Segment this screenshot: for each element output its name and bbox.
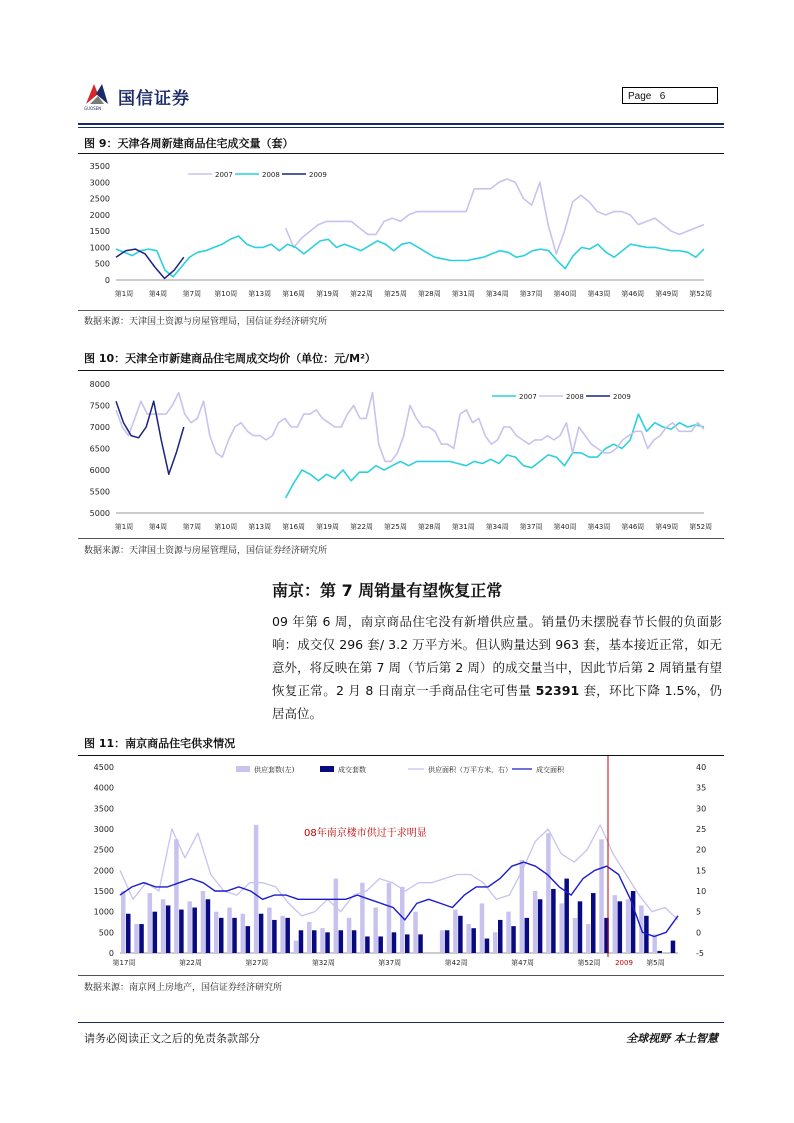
x-tick-label: 第1周 bbox=[114, 523, 134, 531]
para-text-2: 套，环比下降 1.5%，仍居高位。 bbox=[272, 683, 722, 721]
bar-supply-units bbox=[373, 908, 378, 953]
y-left-tick-label: 3000 bbox=[93, 825, 114, 834]
legend-swatch-transaction-units bbox=[320, 766, 334, 772]
oversupply-annotation: 08年南京楼市供过于求明显 bbox=[304, 828, 427, 839]
figure-11-bottom-rule bbox=[78, 975, 724, 976]
bar-supply-units bbox=[121, 891, 126, 953]
brand-name-en: GUOSEN bbox=[84, 106, 102, 111]
y-tick-label: 2500 bbox=[89, 194, 110, 204]
x-tick-label: 第16周 bbox=[282, 523, 306, 531]
y-tick-label: 8000 bbox=[89, 380, 110, 389]
bar-transaction-units bbox=[671, 941, 676, 953]
y-left-tick-label: 2500 bbox=[93, 845, 114, 855]
x-tick-label: 第28周 bbox=[417, 290, 441, 298]
legend-label-2008: 2008 bbox=[566, 393, 584, 401]
legend-label-transaction-area: 成交面积 bbox=[536, 766, 564, 774]
legend-label-2009: 2009 bbox=[309, 171, 327, 179]
bar-supply-units bbox=[201, 891, 206, 953]
bar-transaction-units bbox=[458, 916, 463, 953]
page-label: Page bbox=[628, 91, 652, 102]
x-tick-label: 第32周 bbox=[311, 959, 335, 967]
x-tick-label: 第37周 bbox=[519, 290, 543, 298]
bar-transaction-units bbox=[299, 930, 304, 953]
y-right-tick-label: 35 bbox=[696, 783, 707, 793]
bar-supply-units bbox=[493, 932, 498, 953]
x-tick-label: 第34周 bbox=[485, 290, 509, 298]
page-number: 6 bbox=[659, 91, 666, 102]
y-tick-label: 1500 bbox=[89, 227, 110, 237]
bar-transaction-units bbox=[339, 930, 344, 953]
bar-supply-units bbox=[307, 922, 312, 953]
x-tick-label: 第19周 bbox=[316, 290, 339, 298]
x-tick-label: 第22周 bbox=[350, 523, 373, 531]
x-tick-label: 第47周 bbox=[511, 959, 535, 967]
x-tick-label: 第22周 bbox=[350, 290, 373, 298]
x-tick-label: 第13周 bbox=[248, 523, 272, 531]
x-tick-label: 第19周 bbox=[316, 523, 339, 531]
bar-transaction-units bbox=[485, 939, 490, 953]
y-tick-label: 500 bbox=[94, 259, 110, 269]
series-2008-line bbox=[116, 393, 704, 462]
section-paragraph bbox=[272, 610, 722, 725]
bar-transaction-units bbox=[246, 926, 251, 953]
legend-label-supply-area: 供应面积（万平方米，右） bbox=[428, 766, 512, 774]
footer-slogan: 全球视野 本土智慧 bbox=[626, 1032, 718, 1045]
y-right-tick-label: 15 bbox=[696, 866, 707, 876]
bar-transaction-units bbox=[498, 920, 503, 953]
y-left-tick-label: 1500 bbox=[93, 887, 114, 896]
y-left-tick-label: 0 bbox=[108, 949, 114, 958]
bar-supply-units bbox=[546, 833, 551, 953]
y-right-tick-label: 10 bbox=[696, 887, 707, 896]
y-tick-label: 0 bbox=[104, 276, 110, 285]
bar-transaction-units bbox=[312, 930, 317, 953]
y-right-tick-label: 40 bbox=[696, 763, 707, 772]
bar-transaction-units bbox=[285, 918, 290, 953]
figure-10-bottom-rule bbox=[78, 538, 724, 539]
x-tick-label: 第37周 bbox=[378, 959, 402, 967]
bar-supply-units bbox=[626, 899, 631, 953]
x-tick-label: 第7周 bbox=[182, 290, 202, 298]
y-right-tick-label: 0 bbox=[696, 928, 702, 938]
x-tick-label: 第40周 bbox=[553, 523, 577, 531]
bar-transaction-units bbox=[445, 930, 450, 953]
x-tick-label: 第43周 bbox=[587, 523, 611, 531]
bar-transaction-units bbox=[564, 879, 569, 953]
x-tick-label: 第25周 bbox=[383, 523, 407, 531]
x-tick-label: 第52周 bbox=[577, 959, 601, 967]
x-tick-label: 第10周 bbox=[214, 523, 238, 531]
x-tick-label: 第5周 bbox=[646, 959, 665, 967]
x-tick-label: 第10周 bbox=[214, 290, 238, 298]
company-logo-icon bbox=[84, 82, 114, 106]
y-right-tick-label: 5 bbox=[696, 907, 702, 917]
x-tick-label: 第52周 bbox=[689, 290, 713, 298]
x-tick-label: 第31周 bbox=[451, 523, 475, 531]
x-tick-label: 第4周 bbox=[148, 523, 168, 531]
figure-9-chart bbox=[78, 154, 724, 310]
bar-supply-units bbox=[280, 916, 285, 953]
bar-supply-units bbox=[214, 912, 219, 953]
bar-supply-units bbox=[161, 899, 166, 953]
x-tick-label: 第1周 bbox=[114, 290, 134, 298]
y-tick-label: 6000 bbox=[89, 466, 110, 475]
y-left-tick-label: 2000 bbox=[93, 866, 114, 876]
bar-supply-units bbox=[267, 908, 272, 953]
bar-supply-units bbox=[440, 930, 445, 953]
bar-supply-units bbox=[187, 901, 192, 953]
figure-9-source: 数据来源：天津国土资源与房屋管理局，国信证券经济研究所 bbox=[84, 317, 328, 327]
bar-supply-units bbox=[506, 912, 511, 953]
y-right-tick-label: 30 bbox=[696, 804, 707, 814]
x-tick-label: 第49周 bbox=[655, 290, 679, 298]
y-tick-label: 7500 bbox=[89, 401, 110, 411]
bar-supply-units bbox=[320, 928, 325, 953]
footer-rule bbox=[78, 1022, 724, 1023]
legend-label-transaction-units: 成交套数 bbox=[338, 766, 366, 774]
bar-transaction-units bbox=[591, 893, 596, 953]
bar-supply-units bbox=[413, 912, 418, 953]
y-tick-label: 5500 bbox=[89, 487, 110, 497]
y-tick-label: 3500 bbox=[89, 162, 110, 171]
y-left-tick-label: 1000 bbox=[93, 907, 114, 917]
series-2009-line bbox=[116, 401, 184, 474]
bar-supply-units bbox=[387, 883, 392, 953]
bar-transaction-units bbox=[392, 932, 397, 953]
figure-10-chart bbox=[78, 371, 724, 538]
page-indicator bbox=[622, 87, 718, 104]
legend-label-2007: 2007 bbox=[215, 171, 233, 179]
x-tick-label: 第25周 bbox=[383, 290, 407, 298]
y-tick-label: 2000 bbox=[89, 210, 110, 220]
bar-supply-units bbox=[599, 839, 604, 953]
series-2008-line bbox=[116, 236, 704, 277]
bar-transaction-units bbox=[192, 908, 197, 953]
x-tick-label: 第42周 bbox=[444, 959, 468, 967]
x-tick-label: 第43周 bbox=[587, 290, 611, 298]
legend-label-2009: 2009 bbox=[613, 393, 631, 401]
bar-supply-units bbox=[586, 924, 591, 953]
bar-supply-units bbox=[174, 839, 179, 953]
bar-supply-units bbox=[148, 893, 153, 953]
bar-supply-units bbox=[400, 887, 405, 953]
bar-transaction-units bbox=[179, 910, 184, 953]
bar-supply-units bbox=[533, 891, 538, 953]
bar-supply-units bbox=[613, 895, 618, 953]
y-tick-label: 6500 bbox=[89, 444, 110, 454]
bar-transaction-units bbox=[618, 901, 623, 953]
bar-supply-units bbox=[652, 934, 657, 953]
y-tick-label: 7000 bbox=[89, 423, 110, 432]
y-right-tick-label: -5 bbox=[696, 949, 704, 958]
y-left-tick-label: 3500 bbox=[93, 804, 114, 814]
bar-transaction-units bbox=[166, 905, 171, 953]
x-tick-label: 第27周 bbox=[245, 959, 269, 967]
figure-11-chart bbox=[78, 756, 724, 974]
figure-9-title: 图 9：天津各周新建商品住宅成交量（套） bbox=[84, 137, 294, 150]
footer-disclaimer: 请务必阅读正文之后的免责条款部分 bbox=[84, 1032, 260, 1045]
bar-supply-units bbox=[453, 910, 458, 953]
bar-supply-units bbox=[134, 924, 139, 953]
x-tick-label: 第16周 bbox=[282, 290, 306, 298]
series-2007-line bbox=[286, 179, 704, 254]
bar-supply-units bbox=[466, 924, 471, 953]
figure-10-source: 数据来源：天津国土资源与房屋管理局，国信证券经济研究所 bbox=[84, 546, 328, 556]
x-tick-label: 第46周 bbox=[621, 290, 645, 298]
x-tick-label: 第22周 bbox=[178, 959, 202, 967]
legend-label-supply-units: 供应套数(左) bbox=[254, 766, 295, 774]
bar-supply-units bbox=[347, 918, 352, 953]
year-2009-marker-label: 2009 bbox=[615, 959, 633, 967]
x-tick-label: 第52周 bbox=[689, 523, 713, 531]
x-tick-label: 第28周 bbox=[417, 523, 441, 531]
bar-supply-units bbox=[480, 903, 485, 953]
y-left-tick-label: 4500 bbox=[93, 763, 114, 772]
x-tick-label: 第40周 bbox=[553, 290, 577, 298]
section-title: 南京：第 7 周销量有望恢复正常 bbox=[272, 581, 503, 600]
x-tick-label: 第4周 bbox=[148, 290, 168, 298]
legend-label-2008: 2008 bbox=[262, 171, 280, 179]
brand-name: 国信证券 bbox=[118, 89, 190, 109]
x-tick-label: 第34周 bbox=[485, 523, 509, 531]
bar-supply-units bbox=[334, 879, 339, 953]
series-2007-line bbox=[286, 414, 704, 498]
bar-supply-units bbox=[573, 918, 578, 953]
bar-transaction-units bbox=[405, 934, 410, 953]
bar-transaction-units bbox=[153, 912, 158, 953]
bar-transaction-units bbox=[272, 920, 277, 953]
bar-supply-units bbox=[254, 825, 259, 953]
bar-transaction-units bbox=[511, 926, 516, 953]
bar-transaction-units bbox=[578, 901, 583, 953]
legend-label-2007: 2007 bbox=[519, 393, 537, 401]
figure-11-source: 数据来源：南京网上房地产，国信证券经济研究所 bbox=[84, 983, 283, 993]
bar-transaction-units bbox=[538, 899, 543, 953]
bar-transaction-units bbox=[352, 930, 357, 953]
y-right-tick-label: 20 bbox=[696, 845, 707, 855]
bar-transaction-units bbox=[232, 918, 237, 953]
para-text-1: 09 年第 6 周，南京商品住宅没有新增供应量。销量仍未摆脱春节长假的负面影响：成交仅 296 套/ 3.2 万平方米。但认购量达到 963 套，基本接近正常，如无意外，将反映在第 7 周（节后第 2 周）的成交量当中，因此节后第 2 周销量有望恢复正常。2 月 8 日南京一手商品住宅可售量 bbox=[272, 614, 722, 698]
bar-supply-units bbox=[294, 941, 299, 953]
bar-transaction-units bbox=[657, 951, 662, 953]
bar-supply-units bbox=[559, 903, 564, 953]
figure-11-title: 图 11：南京商品住宅供求情况 bbox=[84, 737, 236, 750]
bar-transaction-units bbox=[219, 918, 224, 953]
y-tick-label: 1000 bbox=[89, 243, 110, 253]
bar-supply-units bbox=[241, 914, 246, 953]
x-tick-label: 第31周 bbox=[451, 290, 475, 298]
bar-transaction-units bbox=[378, 936, 383, 953]
y-left-tick-label: 500 bbox=[98, 928, 114, 938]
header-rule bbox=[78, 123, 724, 125]
y-tick-label: 3000 bbox=[89, 178, 110, 188]
bar-transaction-units bbox=[551, 889, 556, 953]
bar-transaction-units bbox=[471, 928, 476, 953]
y-tick-label: 5000 bbox=[89, 509, 110, 518]
figure-9-bottom-rule bbox=[78, 310, 724, 311]
y-right-tick-label: 25 bbox=[696, 825, 707, 834]
figure-10-title: 图 10：天津全市新建商品住宅周成交均价（单位：元/M²） bbox=[84, 352, 376, 365]
x-tick-label: 第7周 bbox=[182, 523, 202, 531]
bar-transaction-units bbox=[418, 934, 423, 953]
x-tick-label: 第46周 bbox=[621, 523, 645, 531]
bar-transaction-units bbox=[325, 932, 330, 953]
legend-swatch-supply-units bbox=[236, 766, 250, 772]
bar-transaction-units bbox=[365, 936, 370, 953]
x-tick-label: 第13周 bbox=[248, 290, 272, 298]
bar-supply-units bbox=[227, 908, 232, 953]
bar-transaction-units bbox=[126, 914, 131, 953]
header-rule-thin bbox=[78, 127, 724, 128]
bar-transaction-units bbox=[139, 924, 144, 953]
para-bold-number: 52391 bbox=[535, 683, 580, 698]
bar-transaction-units bbox=[206, 899, 211, 953]
x-tick-label: 第37周 bbox=[519, 523, 543, 531]
y-left-tick-label: 4000 bbox=[93, 783, 114, 793]
bar-transaction-units bbox=[259, 914, 264, 953]
bar-transaction-units bbox=[525, 918, 530, 953]
x-tick-label: 第17周 bbox=[112, 959, 136, 967]
x-tick-label: 第49周 bbox=[655, 523, 679, 531]
